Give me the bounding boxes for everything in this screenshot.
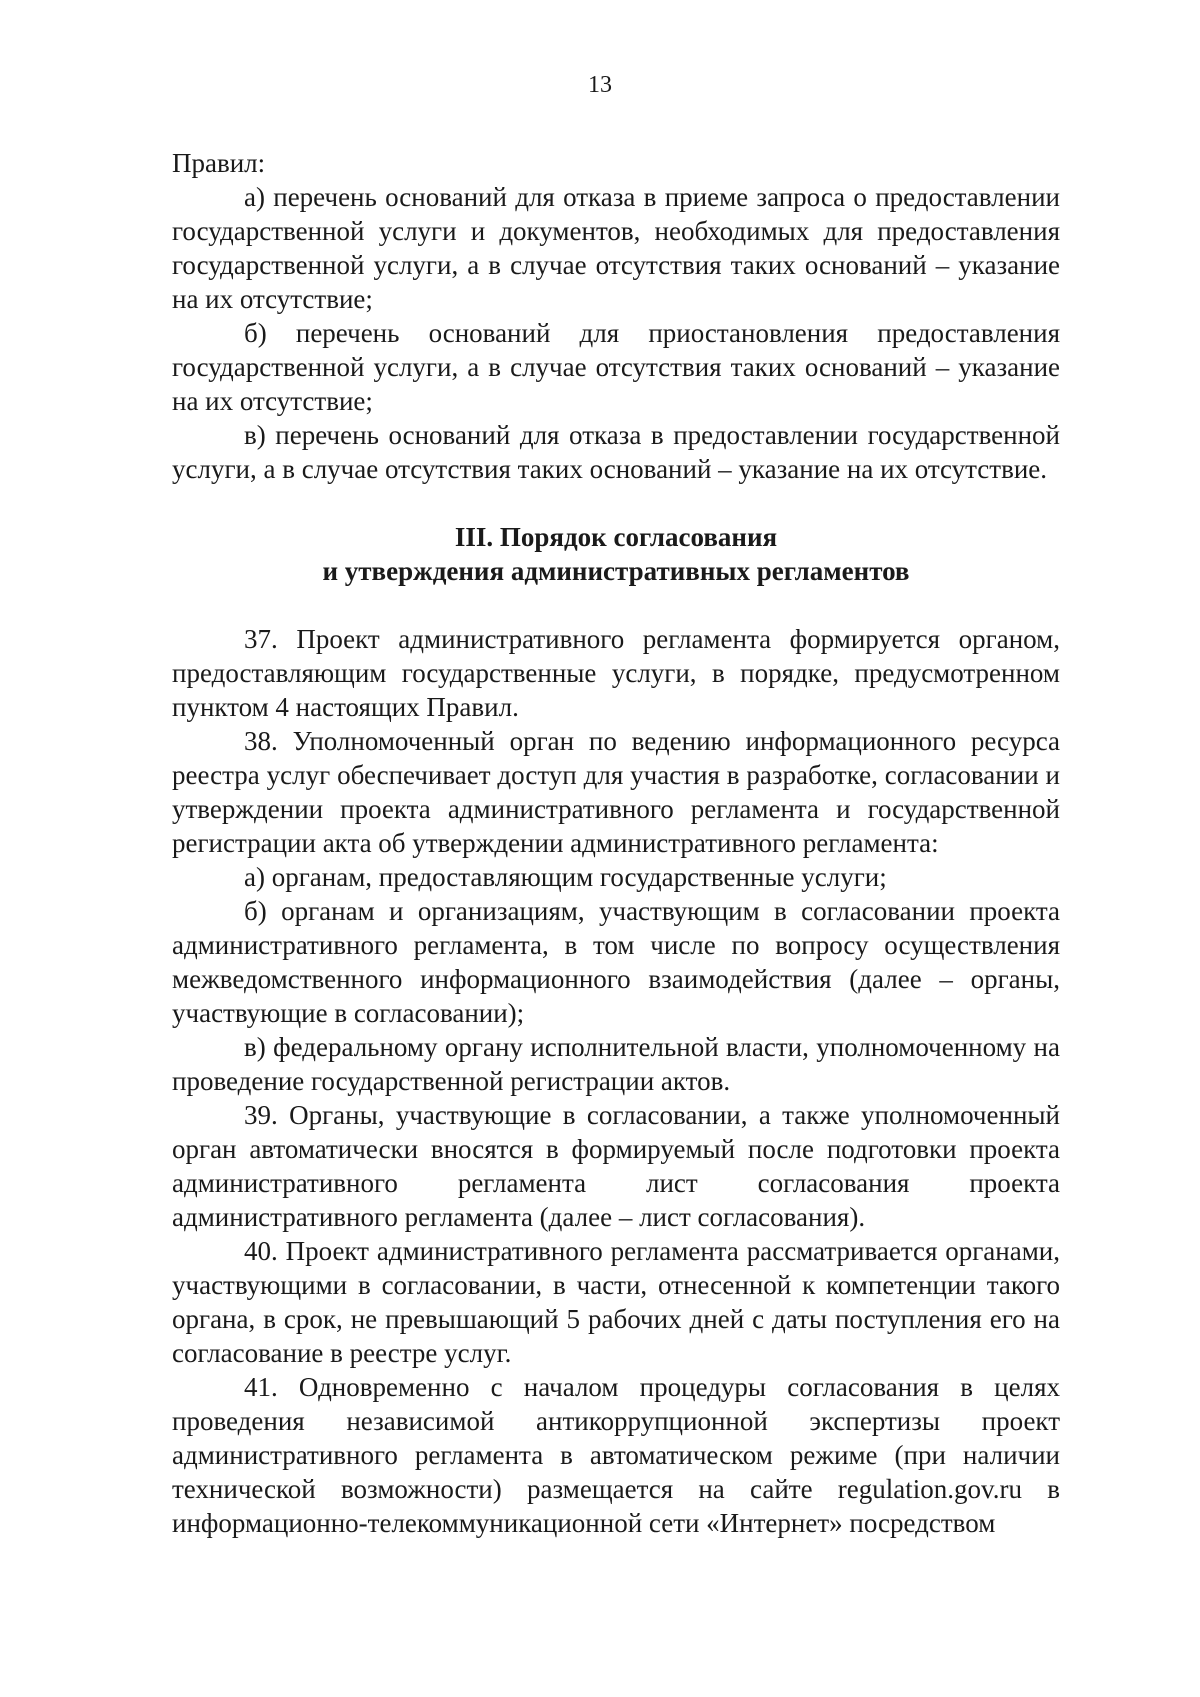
- paragraph: в) перечень оснований для отказа в предоставлении государственной услуги, а в случае отсутствия таких оснований – указание на их отсутствие.: [172, 420, 1060, 484]
- section-heading-line: и утверждения административных регламентов: [322, 556, 910, 586]
- paragraph: 38. Уполномоченный орган по ведению информационного ресурса реестра услуг обеспечивает доступ для участия в разработке, согласовании и утверждении проекта административного регламента и государственной регистрации акта об утверждении административного регламента:: [172, 726, 1060, 858]
- paragraph: а) перечень оснований для отказа в приеме запроса о предоставлении государственной услуги и документов, необходимых для предоставления государственной услуги, а в случае отсутствия таких оснований – указание на их отсутствие;: [172, 182, 1060, 314]
- section-heading: [172, 520, 1060, 588]
- paragraphs-after: [172, 622, 1060, 1540]
- paragraph: в) федеральному органу исполнительной власти, уполномоченному на проведение государственной регистрации актов.: [172, 1032, 1060, 1096]
- paragraph: а) органам, предоставляющим государственные услуги;: [244, 862, 887, 892]
- paragraph: 41. Одновременно с началом процедуры согласования в целях проведения независимой антикоррупционной экспертизы проект административного регламента в автоматическом режиме (при наличии технической возможности) размещается на сайте regulation.gov.ru в информационно-телекоммуникационной сети «Интернет» посредством: [172, 1372, 1060, 1538]
- paragraph: 37. Проект административного регламента формируется органом, предоставляющим государственные услуги, в порядке, предусмотренном пунктом 4 настоящих Правил.: [172, 624, 1060, 722]
- section-heading-line: III. Порядок согласования: [454, 522, 778, 552]
- paragraph: б) органам и организациям, участвующим в согласовании проекта административного регламента, в том числе по вопросу осуществления межведомственного информационного взаимодействия (далее – органы, участвующие в согласовании);: [172, 896, 1060, 1028]
- paragraph: 40. Проект административного регламента рассматривается органами, участвующими в согласовании, в части, отнесенной к компетенции такого органа, в срок, не превышающий 5 рабочих дней с даты поступления его на согласование в реестре услуг.: [172, 1236, 1060, 1368]
- paragraph: 39. Органы, участвующие в согласовании, а также уполномоченный орган автоматически вносятся в формируемый после подготовки проекта административного регламента лист согласования проекта административного регламента (далее – лист согласования).: [172, 1100, 1060, 1232]
- paragraphs-before: [172, 146, 1060, 486]
- paragraph: Правил:: [172, 148, 266, 178]
- document-body: [172, 146, 1060, 1540]
- page-number: 13: [588, 72, 612, 98]
- paragraph: б) перечень оснований для приостановления предоставления государственной услуги, а в случае отсутствия таких оснований – указание на их отсутствие;: [172, 318, 1060, 416]
